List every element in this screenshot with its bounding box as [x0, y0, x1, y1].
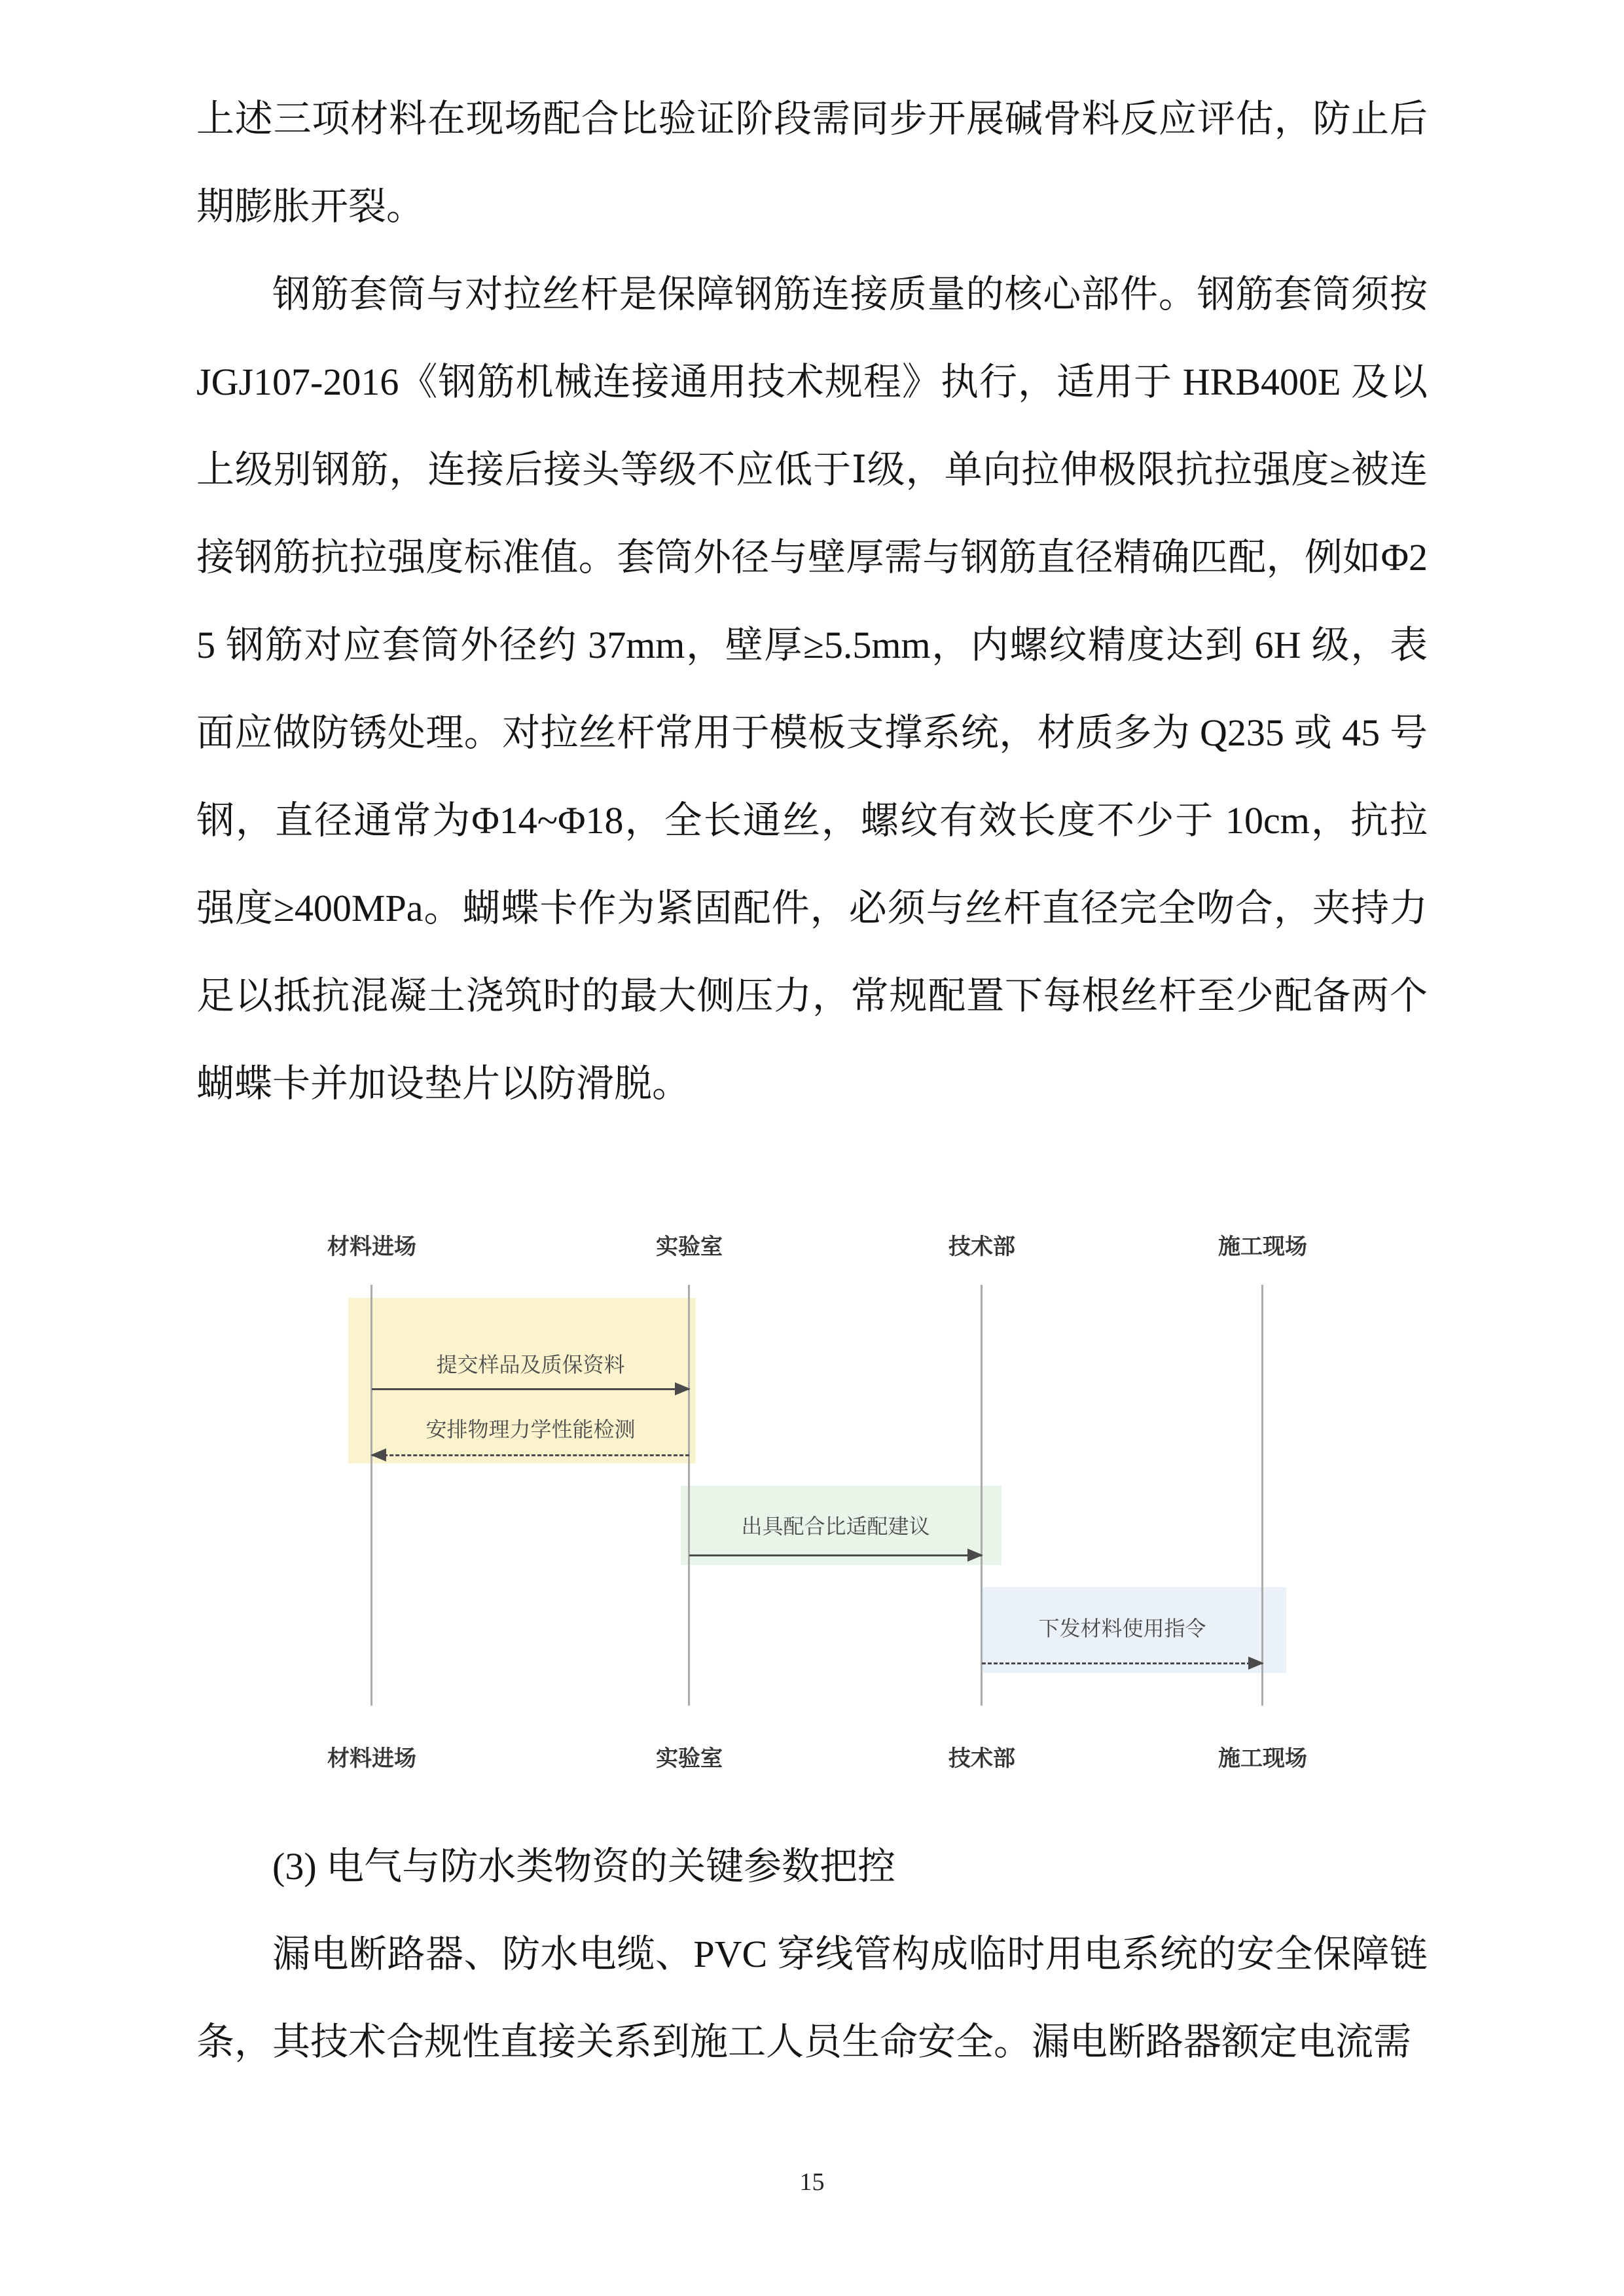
- message-label-2: 安排物理力学性能检测: [425, 1418, 636, 1441]
- message-label-4: 下发材料使用指令: [1038, 1617, 1206, 1640]
- message-label-3: 出具配合比适配建议: [741, 1515, 930, 1538]
- paragraph-continuation: 上述三项材料在现场配合比验证阶段需同步开展碱骨料反应评估，防止后期膨胀开裂。: [196, 98, 1428, 228]
- paragraph-electrical: 漏电断路器、防水电缆、PVC 穿线管构成临时用电系统的安全保障链条，其技术合规性直接关系到施工人员生命安全。漏电断路器额定电流需: [196, 1933, 1428, 2063]
- message-arrow-4: [982, 1662, 1263, 1664]
- actor-label-top-material: 材料进场: [327, 1234, 416, 1259]
- actor-label-top-lab: 实验室: [656, 1234, 723, 1259]
- message-arrow-2: [372, 1454, 689, 1456]
- message-label-1: 提交样品及质保资料: [436, 1353, 625, 1376]
- lifeline-site: [1261, 1285, 1263, 1706]
- actor-label-bottom-site: 施工现场: [1218, 1746, 1307, 1771]
- actor-label-bottom-lab: 实验室: [656, 1746, 723, 1771]
- arrowhead-right-icon: [967, 1549, 983, 1562]
- page-number: 15: [799, 2168, 825, 2196]
- lifeline-tech: [981, 1285, 983, 1706]
- actor-label-top-tech: 技术部: [948, 1234, 1015, 1259]
- lifeline-material: [370, 1285, 372, 1706]
- actor-label-bottom-tech: 技术部: [948, 1746, 1015, 1771]
- arrowhead-right-icon: [1248, 1657, 1264, 1670]
- message-arrow-1: [372, 1388, 689, 1390]
- actor-label-top-site: 施工现场: [1218, 1234, 1307, 1259]
- arrowhead-left-icon: [370, 1448, 386, 1462]
- message-arrow-3: [689, 1554, 982, 1556]
- section-heading-3: (3) 电气与防水类物资的关键参数把控: [272, 1845, 896, 1888]
- paragraph-rebar-sleeve: 钢筋套筒与对拉丝杆是保障钢筋连接质量的核心部件。钢筋套筒须按 JGJ107-2016《钢筋机械连接通用技术规程》执行，适用于 HRB400E 及以上级别钢筋，连接后接头等级不应低于Ⅰ级，单向拉伸极限抗拉强度≥被连接钢筋抗拉强度标准值。套筒外径与壁厚需与钢筋直径精确匹配，例如Φ25 钢筋对应套筒外径约 37mm，壁厚≥5.5mm，内螺纹精度达到 6H 级，表面应做防锈处理。对拉丝杆常用于模板支撑系统，材质多为 Q235 或 45 号钢，直径通常为Φ14~Φ18，全长通丝，螺纹有效长度不少于 10cm，抗拉强度≥400MPa。蝴蝶卡作为紧固配件，必须与丝杆直径完全吻合，夹持力足以抵抗混凝土浇筑时的最大侧压力，常规配置下每根丝杆至少配备两个蝴蝶卡并加设垫片以防滑脱。: [196, 273, 1428, 1105]
- sequence-diagram: [288, 1230, 1401, 1793]
- actor-label-bottom-material: 材料进场: [327, 1746, 416, 1771]
- lifeline-lab: [688, 1285, 690, 1706]
- arrowhead-right-icon: [675, 1382, 691, 1395]
